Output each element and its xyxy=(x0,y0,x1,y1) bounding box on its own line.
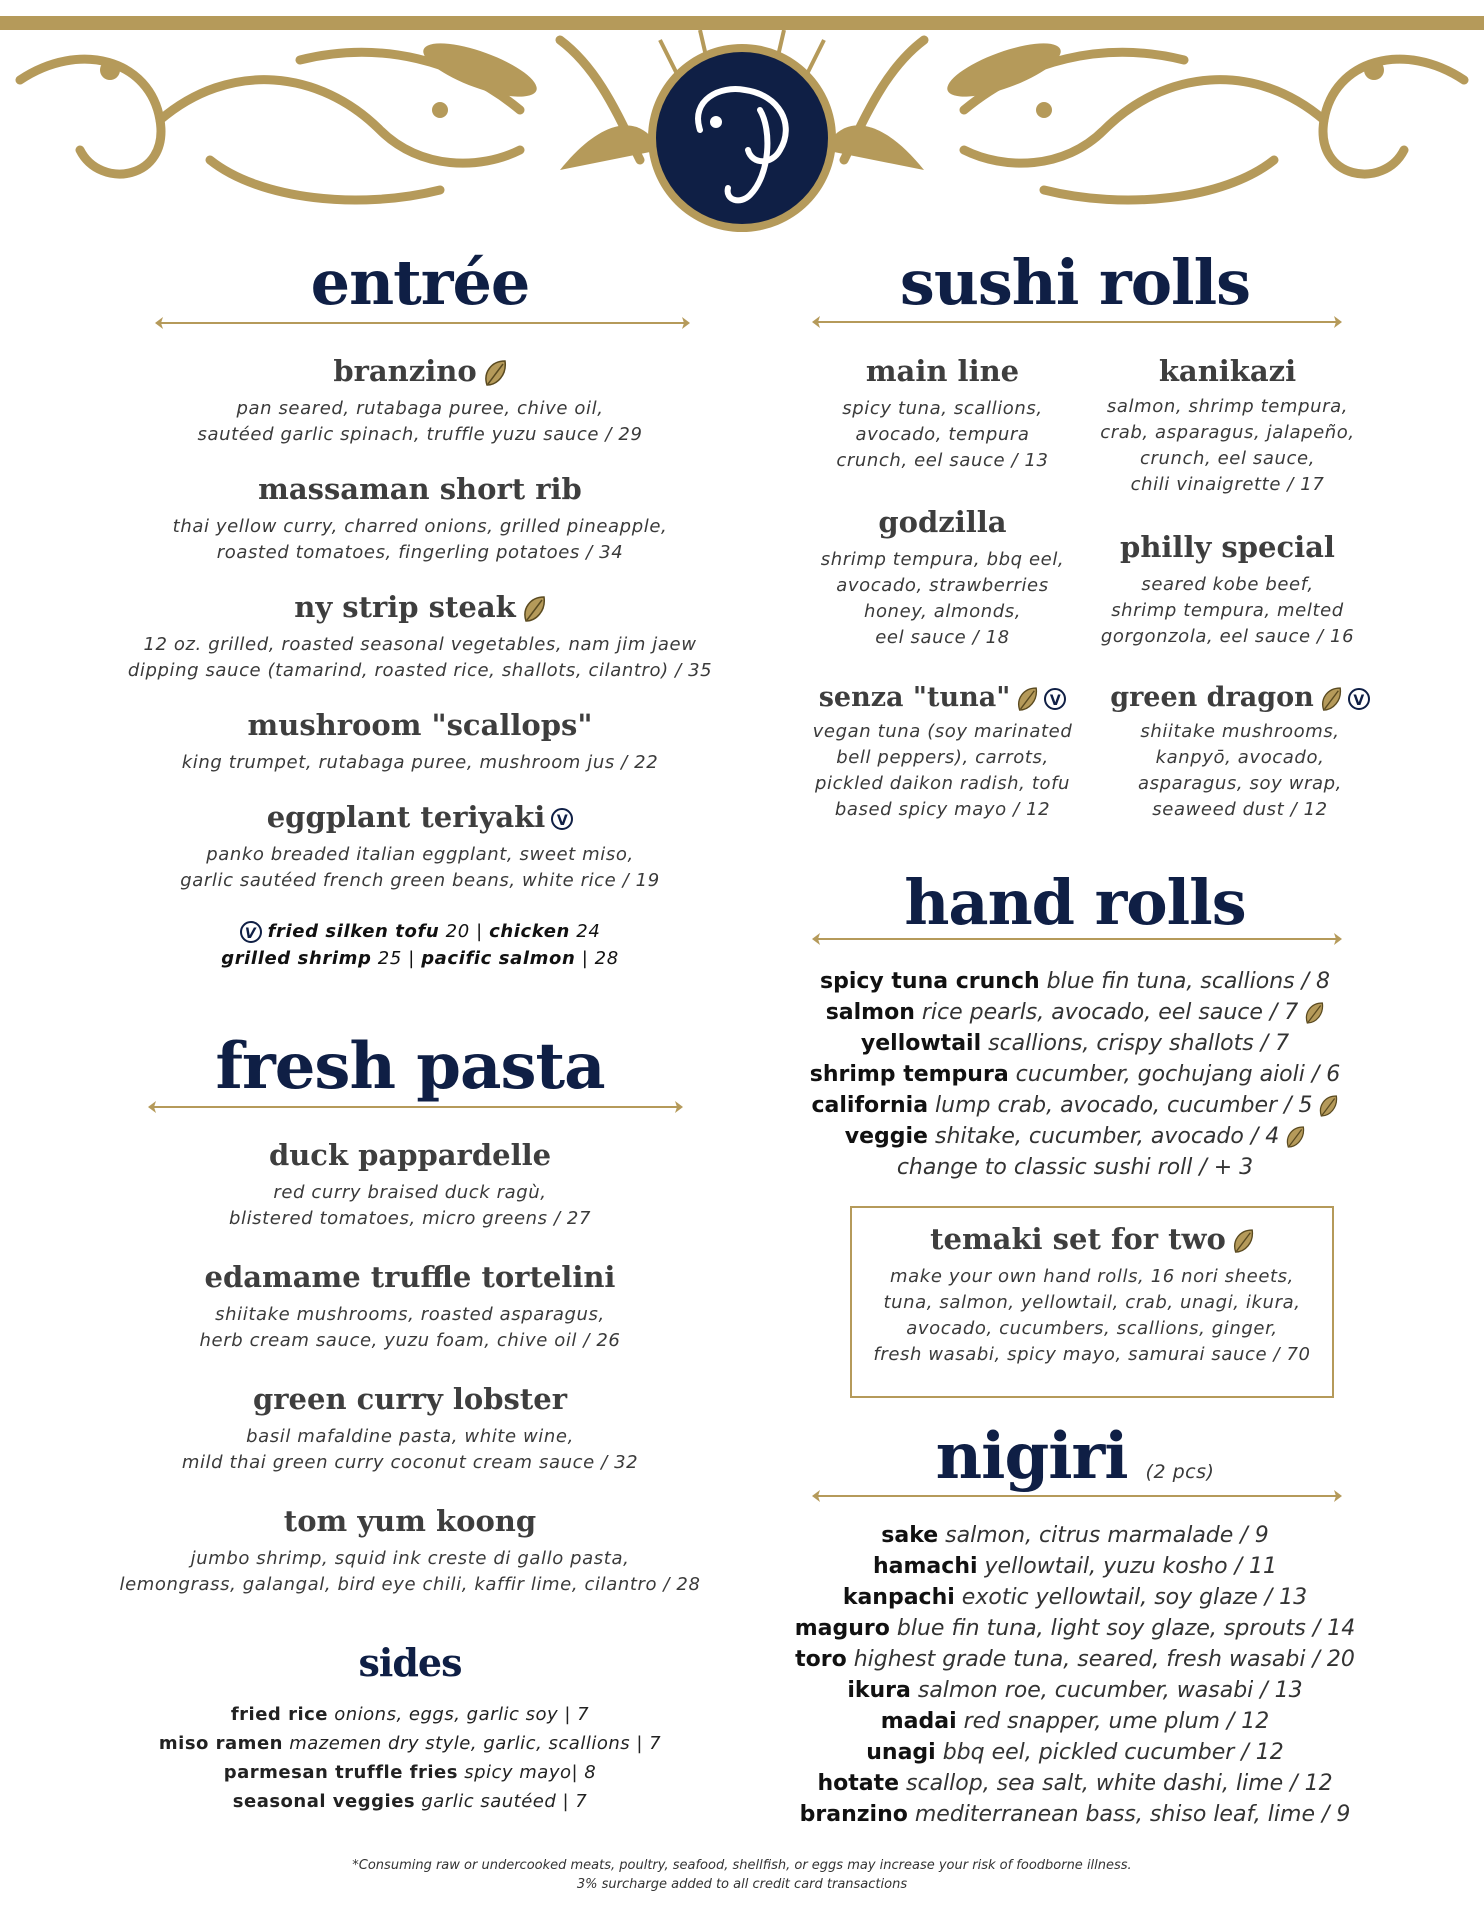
item-description: crab, asparagus, jalapeño, xyxy=(1100,422,1355,443)
menu-item xyxy=(120,590,720,708)
addon-name: chicken xyxy=(489,921,570,942)
item-description: crunch, eel sauce / 13 xyxy=(836,450,1049,471)
item-description: sautéed garlic spinach, truffle yuzu sauce / 29 xyxy=(197,424,643,445)
pasta-section xyxy=(110,1030,710,1104)
item-description: panko breaded italian eggplant, sweet miso, xyxy=(206,844,634,865)
item-name: godzilla xyxy=(878,505,1007,539)
item-description: asparagus, soy wrap, xyxy=(1137,773,1342,794)
leaf-icon xyxy=(483,359,507,387)
vegan-icon: V xyxy=(1044,688,1066,710)
item-description: fresh wasabi, spicy mayo, samurai sauce / 70 xyxy=(873,1344,1311,1365)
roll-description: shitake, cucumber, avocado / 4 xyxy=(927,1124,1280,1149)
item-description: spicy tuna, scallions, xyxy=(842,398,1043,419)
menu-item xyxy=(110,1260,710,1382)
menu-item xyxy=(120,354,720,472)
list-item xyxy=(790,997,1360,1028)
sushi-item xyxy=(1085,354,1370,498)
list-item xyxy=(790,1644,1360,1675)
item-name: philly special xyxy=(1120,530,1335,564)
surcharge-notice: 3% surcharge added to all credit card transactions xyxy=(576,1877,908,1892)
section-title-sides: sides xyxy=(358,1640,462,1685)
list-item xyxy=(790,1121,1360,1152)
addon-price: | 28 xyxy=(575,948,619,969)
nigiri-description: salmon roe, cucumber, wasabi / 13 xyxy=(910,1678,1303,1703)
upgrade-text: change to classic sushi roll xyxy=(896,1155,1193,1180)
menu-item xyxy=(120,472,720,590)
side-description: garlic sautéed | 7 xyxy=(415,1791,588,1812)
list-item xyxy=(110,1729,710,1758)
menu-item xyxy=(120,800,720,918)
list-item xyxy=(790,1768,1360,1799)
nigiri-name: kanpachi xyxy=(842,1585,955,1610)
item-name: kanikazi xyxy=(1158,354,1297,388)
food-safety-notice: *Consuming raw or undercooked meats, poultry, seafood, shellfish, or eggs may increase your risk of foodborne illness. xyxy=(352,1858,1132,1873)
item-description: blistered tomatoes, micro greens / 27 xyxy=(228,1208,592,1229)
header-ornament xyxy=(0,0,1484,240)
nigiri-list xyxy=(790,1520,1360,1830)
roll-description: rice pearls, avocado, eel sauce / 7 xyxy=(914,1000,1299,1025)
side-description: onions, eggs, garlic soy | 7 xyxy=(328,1704,590,1725)
item-name: green dragon xyxy=(1110,682,1314,713)
nigiri-description: mediterranean bass, shiso leaf, lime / 9 xyxy=(907,1802,1351,1827)
sushi-item xyxy=(800,354,1085,474)
item-description: avocado, strawberries xyxy=(836,575,1049,596)
item-description: pickled daikon radish, tofu xyxy=(814,773,1071,794)
leaf-icon xyxy=(1304,1001,1324,1025)
hand-rolls-list xyxy=(790,966,1360,1183)
hand-rolls-section xyxy=(790,868,1360,938)
item-name: main line xyxy=(865,354,1020,388)
item-description: 12 oz. grilled, roasted seasonal vegetables, nam jim jaew xyxy=(143,634,697,655)
menu-item xyxy=(110,1138,710,1260)
roll-name: yellowtail xyxy=(860,1031,982,1056)
addon-price: 25 | xyxy=(371,948,422,969)
leaf-icon xyxy=(1318,1094,1338,1118)
upgrade-price: / + 3 xyxy=(1192,1155,1254,1180)
entree-items xyxy=(120,354,720,972)
roll-name: california xyxy=(811,1093,929,1118)
item-description: kanpyō, avocado, xyxy=(1155,747,1325,768)
item-description: shiitake mushrooms, roasted asparagus, xyxy=(215,1304,605,1325)
item-description: garlic sautéed french green beans, white rice / 19 xyxy=(180,870,660,891)
nigiri-description: yellowtail, yuzu kosho / 11 xyxy=(977,1554,1277,1579)
list-item xyxy=(790,1582,1360,1613)
roll-name: salmon xyxy=(825,1000,915,1025)
roll-name: shrimp tempura xyxy=(809,1062,1009,1087)
item-description: avocado, cucumbers, scallions, ginger, xyxy=(906,1318,1278,1339)
side-name: miso ramen xyxy=(158,1733,283,1754)
item-description: seared kobe beef, xyxy=(1141,574,1314,595)
nigiri-name: unagi xyxy=(866,1740,936,1765)
pasta-items xyxy=(110,1138,710,1626)
upgrade-note xyxy=(790,1152,1360,1183)
sushi-item xyxy=(800,682,1085,823)
item-name: duck pappardelle xyxy=(268,1138,552,1172)
list-item xyxy=(790,1520,1360,1551)
list-item xyxy=(790,966,1360,997)
item-description: basil mafaldine pasta, white wine, xyxy=(246,1426,574,1447)
nigiri-name: hotate xyxy=(817,1771,900,1796)
entree-section xyxy=(120,248,720,318)
nigiri-name: sake xyxy=(881,1523,939,1548)
vegan-icon: V xyxy=(1348,688,1370,710)
sides-section xyxy=(110,1640,710,1816)
item-name: temaki set for two xyxy=(930,1222,1226,1256)
vegan-icon: V xyxy=(240,921,262,943)
item-description: crunch, eel sauce, xyxy=(1139,448,1316,469)
roll-description: lump crab, avocado, cucumber / 5 xyxy=(928,1093,1313,1118)
section-divider xyxy=(155,316,690,330)
item-description: shrimp tempura, melted xyxy=(1111,600,1344,621)
side-name: seasonal veggies xyxy=(232,1791,416,1812)
sushi-item xyxy=(800,505,1085,651)
item-name: senza "tuna" xyxy=(818,682,1011,713)
addon-name: grilled shrimp xyxy=(221,948,372,969)
addon-name: pacific salmon xyxy=(421,948,576,969)
item-description: avocado, tempura xyxy=(855,424,1030,445)
list-item xyxy=(790,1059,1360,1090)
nigiri-description: bbq eel, pickled cucumber / 12 xyxy=(935,1740,1284,1765)
item-name: massaman short rib xyxy=(258,472,582,506)
sushi-section xyxy=(790,248,1360,318)
temaki-set-box xyxy=(850,1206,1334,1398)
section-title-sushi: sushi rolls xyxy=(899,246,1251,319)
section-divider xyxy=(812,1489,1342,1503)
item-description: salmon, shrimp tempura, xyxy=(1106,396,1349,417)
nigiri-description: exotic yellowtail, soy glaze / 13 xyxy=(954,1585,1308,1610)
nigiri-description: red snapper, ume plum / 12 xyxy=(956,1709,1270,1734)
item-name: green curry lobster xyxy=(253,1382,567,1416)
item-description: seaweed dust / 12 xyxy=(1152,799,1328,820)
item-description: vegan tuna (soy marinated xyxy=(812,721,1073,742)
addon-name: fried silken tofu xyxy=(267,921,440,942)
nigiri-name: maguro xyxy=(794,1616,890,1641)
nigiri-name: ikura xyxy=(847,1678,911,1703)
item-description: thai yellow curry, charred onions, grilled pineapple, xyxy=(172,516,668,537)
list-item xyxy=(790,1737,1360,1768)
item-description: lemongrass, galangal, bird eye chili, kaffir lime, cilantro / 28 xyxy=(119,1574,701,1595)
item-description: shiitake mushrooms, xyxy=(1140,721,1340,742)
roll-description: cucumber, gochujang aioli / 6 xyxy=(1008,1062,1341,1087)
item-name: branzino xyxy=(333,354,477,388)
sushi-item xyxy=(1085,530,1370,650)
menu-item xyxy=(110,1504,710,1626)
item-name: eggplant teriyaki xyxy=(266,800,546,834)
item-description: tuna, salmon, yellowtail, crab, unagi, ikura, xyxy=(883,1292,1301,1313)
nigiri-description: highest grade tuna, seared, fresh wasabi / 20 xyxy=(846,1647,1355,1672)
side-description: mazemen dry style, garlic, scallions | 7 xyxy=(282,1733,662,1754)
item-description: eel sauce / 18 xyxy=(875,627,1010,648)
roll-name: spicy tuna crunch xyxy=(819,969,1040,994)
list-item xyxy=(110,1700,710,1729)
nigiri-name: toro xyxy=(795,1647,847,1672)
section-divider xyxy=(812,315,1342,329)
footer-disclaimer xyxy=(0,1856,1484,1894)
roll-description: scallions, crispy shallots / 7 xyxy=(981,1031,1290,1056)
item-description: based spicy mayo / 12 xyxy=(834,799,1051,820)
list-item xyxy=(790,1675,1360,1706)
item-name: tom yum koong xyxy=(283,1504,537,1538)
item-description: mild thai green curry coconut cream sauce / 32 xyxy=(181,1452,639,1473)
item-name: mushroom "scallops" xyxy=(247,708,593,742)
item-description: king trumpet, rutabaga puree, mushroom jus / 22 xyxy=(181,752,659,773)
item-description: make your own hand rolls, 16 nori sheets, xyxy=(890,1266,1294,1287)
leaf-icon xyxy=(1320,686,1342,712)
nigiri-description: blue fin tuna, light soy glaze, sprouts / 14 xyxy=(889,1616,1356,1641)
sushi-item xyxy=(1095,682,1385,823)
list-item xyxy=(110,1758,710,1787)
item-description: dipping sauce (tamarind, roasted rice, shallots, cilantro) / 35 xyxy=(127,660,713,681)
side-description: spicy mayo| 8 xyxy=(457,1762,597,1783)
list-item xyxy=(790,1799,1360,1830)
menu-item xyxy=(120,708,720,800)
item-description: pan seared, rutabaga puree, chive oil, xyxy=(236,398,604,419)
leaf-icon xyxy=(1285,1125,1305,1149)
list-item xyxy=(110,1787,710,1816)
item-name: ny strip steak xyxy=(294,590,516,624)
sides-list xyxy=(110,1700,710,1816)
item-description: gorgonzola, eel sauce / 16 xyxy=(1100,626,1355,647)
item-name: edamame truffle tortelini xyxy=(204,1260,616,1294)
list-item xyxy=(790,1706,1360,1737)
addon-price: 20 | xyxy=(439,921,490,942)
list-item xyxy=(790,1028,1360,1059)
section-title-nigiri: nigiri xyxy=(935,1419,1128,1494)
section-title-hand-rolls: hand rolls xyxy=(904,866,1246,939)
item-description: honey, almonds, xyxy=(863,601,1022,622)
list-item xyxy=(790,1551,1360,1582)
protein-addons xyxy=(120,918,720,972)
section-divider xyxy=(812,932,1342,946)
leaf-icon xyxy=(1016,686,1038,712)
section-divider xyxy=(148,1100,683,1114)
menu-item xyxy=(110,1382,710,1504)
list-item xyxy=(790,1613,1360,1644)
list-item xyxy=(790,1090,1360,1121)
item-description: jumbo shrimp, squid ink creste di gallo pasta, xyxy=(190,1548,630,1569)
item-description: shrimp tempura, bbq eel, xyxy=(820,549,1065,570)
nigiri-description: salmon, citrus marmalade / 9 xyxy=(938,1523,1269,1548)
nigiri-piece-note: (2 pcs) xyxy=(1145,1461,1215,1483)
item-description: red curry braised duck ragù, xyxy=(273,1182,547,1203)
leaf-icon xyxy=(522,595,546,623)
section-title-pasta: fresh pasta xyxy=(215,1029,605,1104)
section-title-entree: entrée xyxy=(310,246,530,319)
side-name: fried rice xyxy=(230,1704,329,1725)
item-description: chili vinaigrette / 17 xyxy=(1130,474,1325,495)
vegan-icon: V xyxy=(551,808,573,830)
side-name: parmesan truffle fries xyxy=(223,1762,458,1783)
nigiri-name: hamachi xyxy=(873,1554,978,1579)
addon-price: 24 xyxy=(569,921,601,942)
item-description: bell peppers), carrots, xyxy=(836,747,1049,768)
item-description: herb cream sauce, yuzu foam, chive oil / 26 xyxy=(199,1330,621,1351)
roll-name: veggie xyxy=(844,1124,928,1149)
leaf-icon xyxy=(1232,1228,1254,1254)
nigiri-name: branzino xyxy=(799,1802,908,1827)
item-description: roasted tomatoes, fingerling potatoes / 34 xyxy=(216,542,624,563)
nigiri-description: scallop, sea salt, white dashi, lime / 12 xyxy=(899,1771,1333,1796)
roll-description: blue fin tuna, scallions / 8 xyxy=(1039,969,1330,994)
nigiri-name: madai xyxy=(880,1709,957,1734)
